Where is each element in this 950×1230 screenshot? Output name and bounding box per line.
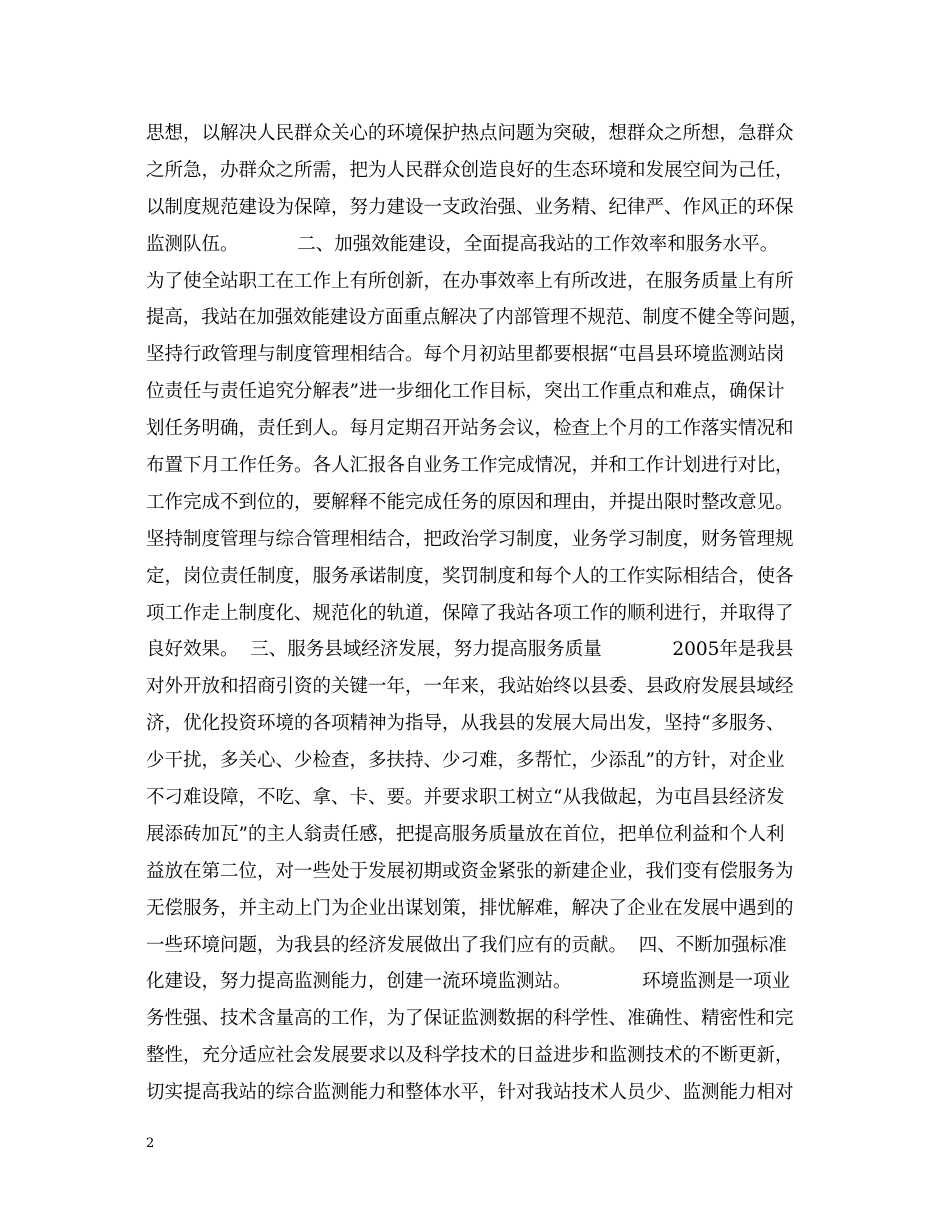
- text-line: 思想，以解决人民群众关心的环境保护热点问题为突破，想群众之所想，急群众: [146, 123, 794, 144]
- text-line: 以制度规范建设为保障，努力建设一支政治强、业务精、纪律严、作风正的环保: [146, 196, 794, 218]
- text-line: 良好效果。 三、服务县域经济发展，努力提高服务质量 2005年是我县: [146, 639, 794, 661]
- text-line: 划任务明确，责任到人。每月定期召开站务会议，检查上个月的工作落实情况和: [146, 418, 794, 440]
- text-line: 提高，我站在加强效能建设方面重点解决了内部管理不规范、制度不健全等问题，: [146, 307, 809, 329]
- text-line: 位责任与责任追究分解表”进一步细化工作目标，突出工作重点和难点，确保计: [146, 381, 785, 403]
- text-line: 少干扰，多关心、少检查，多扶持、少刁难，多帮忙，少添乱”的方针，对企业: [146, 750, 785, 772]
- text-line: 无偿服务，并主动上门为企业出谋划策，排忧解难，解决了企业在发展中遇到的: [146, 897, 794, 919]
- text-line: 对外开放和招商引资的关键一年，一年来，我站始终以县委、县政府发展县域经: [146, 676, 794, 698]
- text-line: 项工作走上制度化、规范化的轨道，保障了我站各项工作的顺利进行，并取得了: [146, 602, 794, 624]
- text-line: 定，岗位责任制度，服务承诺制度，奖罚制度和每个人的工作实际相结合，使各: [146, 565, 794, 587]
- text-line: 坚持制度管理与综合管理相结合，把政治学习制度，业务学习制度，财务管理规: [146, 528, 794, 550]
- text-line: 展添砖加瓦”的主人翁责任感，把提高服务质量放在首位，把单位利益和个人利: [146, 823, 785, 845]
- text-line: 布置下月工作任务。各人汇报各自业务工作完成情况，并和工作计划进行对比，: [146, 455, 794, 477]
- text-line: 益放在第二位，对一些处于发展初期或资金紧张的新建企业，我们变有偿服务为: [146, 860, 794, 882]
- text-line: 为了使全站职工在工作上有所创新，在办事效率上有所改进，在服务质量上有所: [146, 270, 794, 292]
- text-line: 切实提高我站的综合监测能力和整体水平，针对我站技术人员少、监测能力相对: [146, 1082, 794, 1104]
- text-line: 整性，充分适应社会发展要求以及科学技术的日益进步和监测技术的不断更新，: [146, 1045, 794, 1067]
- text-line: 监测队伍。 二、加强效能建设，全面提高我站的工作效率和服务水平。: [146, 233, 779, 255]
- text-line: 务性强、技术含量高的工作，为了保证监测数据的科学性、准确性、精密性和完: [146, 1008, 794, 1030]
- text-line: 坚持行政管理与制度管理相结合。每个月初站里都要根据“屯昌县环境监测站岗: [146, 344, 785, 366]
- text-line: 之所急，办群众之所需，把为人民群众创造良好的生态环境和发展空间为己任，: [146, 159, 794, 181]
- text-line: 工作完成不到位的，要解释不能完成任务的原因和理由，并提出限时整改意见。: [146, 491, 794, 513]
- text-line: 一些环境问题，为我县的经济发展做出了我们应有的贡献。 四、不断加强标准: [146, 934, 787, 956]
- text-line: 化建设，努力提高监测能力，创建一流环境监测站。 环境监测是一项业: [146, 971, 791, 993]
- page-number: 2: [146, 1136, 155, 1151]
- text-line: 不刁难设障，不吃、拿、卡、要。并要求职工树立“从我做起，为屯昌县经济发: [146, 787, 785, 809]
- text-line: 济，优化投资环境的各项精神为指导，从我县的发展大局出发，坚持“多服务、: [146, 713, 785, 735]
- body-text: [146, 116, 809, 1112]
